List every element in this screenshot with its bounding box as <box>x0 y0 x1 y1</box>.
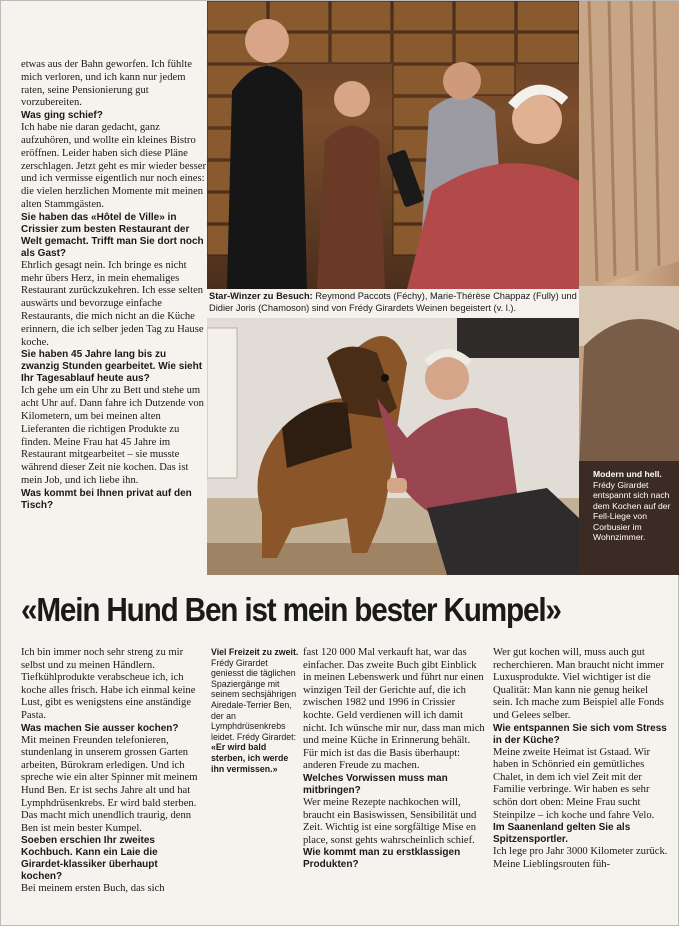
question: Was ging schief? <box>21 110 103 122</box>
wine-cellar-group-photo <box>207 1 579 289</box>
photo-caption-side <box>593 469 675 543</box>
man-with-dog-photo <box>207 318 579 575</box>
caption-text: Reymond Paccots (Féchy), Marie-Thérèse Chappaz (Fully) und Didier Joris (Chamoson) sind von Frédy Girardets Weinen begeistert (v. l.). <box>209 291 577 313</box>
sidebar-quote: «Er wird bald sterben, ich werde ihn vermissen.» <box>211 742 289 774</box>
question: Sie haben 45 Jahre lang bis zu zwanzig Stunden gearbeitet. Wie sieht Ihr Tagesablauf heute aus? <box>21 349 203 385</box>
paragraph: fast 120 000 Mal verkauft hat, war das einfacher. Das zweite Buch gibt Einblick in meinen Lebenswerk und führt nur einen winzigen Teil der Gerichte auf, die ich zwischen 1982 und 1996 in Crissier kochte. Geld verdienen will ich damit nicht. Ich wünsche mir nur, dass man mich und meine Küche in Erinnerung behält. Für mich ist das die Basis überhaupt: anderen Freude zu machen. <box>303 647 485 772</box>
caption-lead: Modern und hell. <box>593 469 662 479</box>
man-and-dog-illustration <box>207 318 579 575</box>
question: Was kommt bei Ihnen privat auf den Tisch? <box>21 487 192 511</box>
paragraph: Ich bin immer noch sehr streng zu mir selbst und zu meinen Händlern. Tiefkühlprodukte verabscheue ich, ich koche alles frisch. Habe ich einmal keine Lust, gibt es wenigstens eine anständige Pasta. <box>21 647 196 721</box>
paragraph: Bei meinem ersten Buch, das sich <box>21 883 165 895</box>
paragraph: Wer meine Rezepte nachkochen will, braucht ein Basiswissen, Sensibilität und Zeit. Wichtig ist eine sorgfältige Mise en place, sonst gehts wahrscheinlich schief. <box>303 796 477 846</box>
paragraph: Ich habe nie daran gedacht, ganz aufzuhören, und wollte ein kleines Bistro eröffnen. Leider haben sich diese Pläne zerschlagen. Jetzt geht es mir wieder besser und ich vermisse eigentlich nur noch eines: die vielen herzlichen Momente mit meinen alten Stammgästen. <box>21 122 207 210</box>
caption-lead: Star-Winzer zu Besuch: <box>209 291 313 301</box>
paragraph: Meine zweite Heimat ist Gstaad. Wir haben in Schönried ein gemütliches Chalet, in dem ich viel Zeit mit der Familie verbringe. Wir haben es sehr schön dort oben: Meine Frau sucht Steinpilze – ich koche und fahre Velo. <box>493 746 655 821</box>
text-column-3 <box>303 647 485 871</box>
photo-caption <box>209 291 579 314</box>
text-column-4 <box>493 647 668 871</box>
wine-cellar-illustration <box>207 1 579 289</box>
question: Sie haben das «Hôtel de Ville» in Crissier zum besten Restaurant der Welt gemacht. Trifft man Sie dort noch als Gast? <box>21 211 204 259</box>
paragraph: etwas aus der Bahn geworfen. Ich fühlte mich verloren, und ich kann nur jedem raten, seine Pensionierung gut vorzubereiten. <box>21 59 192 109</box>
sidebar-caption <box>211 647 299 774</box>
question: Im Saanenland gelten Sie als Spitzensportler. <box>493 822 631 846</box>
caption-text: Frédy Girardet entspannt sich nach dem Kochen auf der Fell-Liege von Corbusier im Wohnzimmer. <box>593 479 671 542</box>
text-column-1 <box>21 647 201 896</box>
article-headline: «Mein Hund Ben ist mein bester Kumpel» <box>21 591 561 628</box>
question: Soeben erschien Ihr zweites Kochbuch. Kann ein Laie die Girardet-klassiker überhaupt kochen? <box>21 835 158 883</box>
paragraph: Ich lege pro Jahr 3000 Kilometer zurück. Meine Lieblingsrouten füh- <box>493 846 668 870</box>
sidebar-text: Frédy Girardet geniesst die täglichen Spaziergänge mit seinem sechsjährigen Airedale-Terrier Ben, der an Lymphdrüsenkrebs leidet. Frédy Girardet: <box>211 657 297 742</box>
question: Wie kommt man zu erstklassigen Produkten? <box>303 847 461 871</box>
paragraph: Wer gut kochen will, muss auch gut recherchieren. Man braucht nicht immer Luxusprodukte. Viel wichtiger ist die Qualität: Man kann nie genug heikel sein. Ich mache zum Beispiel alle Fonds und Gelees selber. <box>493 647 664 721</box>
top-left-column <box>21 59 207 512</box>
paragraph: Ehrlich gesagt nein. Ich bringe es nicht mehr übers Herz, in mein ehemaliges Restaurant zurückzukehren. Ich esse selten auswärts und bevorzuge einfache Restaurants, die mich nicht an die Küche erinnern, die ich selber jeden Tag zu Hause koche. <box>21 259 204 348</box>
question: Was machen Sie ausser kochen? <box>21 722 179 734</box>
question: Welches Vorwissen muss man mitbringen? <box>303 772 448 796</box>
sidebar-heading: Viel Freizeit zu zweit. <box>211 647 299 657</box>
paragraph: Mit meinen Freunden telefonieren, stundenlang in unserem grossen Garten arbeiten, Bürokram erledigen. Und ich spreche wie ein alter Spinner mit meinem Hund Ben. Er ist sechs Jahre alt und hat Lymphdrüsenkrebs. Er wird bald sterben. Das macht mich unendlich traurig, denn Ben ist mein bester Kumpel. <box>21 734 198 834</box>
question: Wie entspannen Sie sich vom Stress in der Küche? <box>493 722 667 746</box>
paragraph: Ich gehe um ein Uhr zu Bett und stehe um acht Uhr auf. Dann fahre ich Dutzende von Kilometern, um bei meinen alten Lieferanten die richtigen Produkte zu finden. Meine Frau hat 45 Jahre im Restaurant mitgearbeitet – sie musste während dieser Zeit nie kochen. Das ist mein Job, und ich liebe ihn. <box>21 385 204 486</box>
